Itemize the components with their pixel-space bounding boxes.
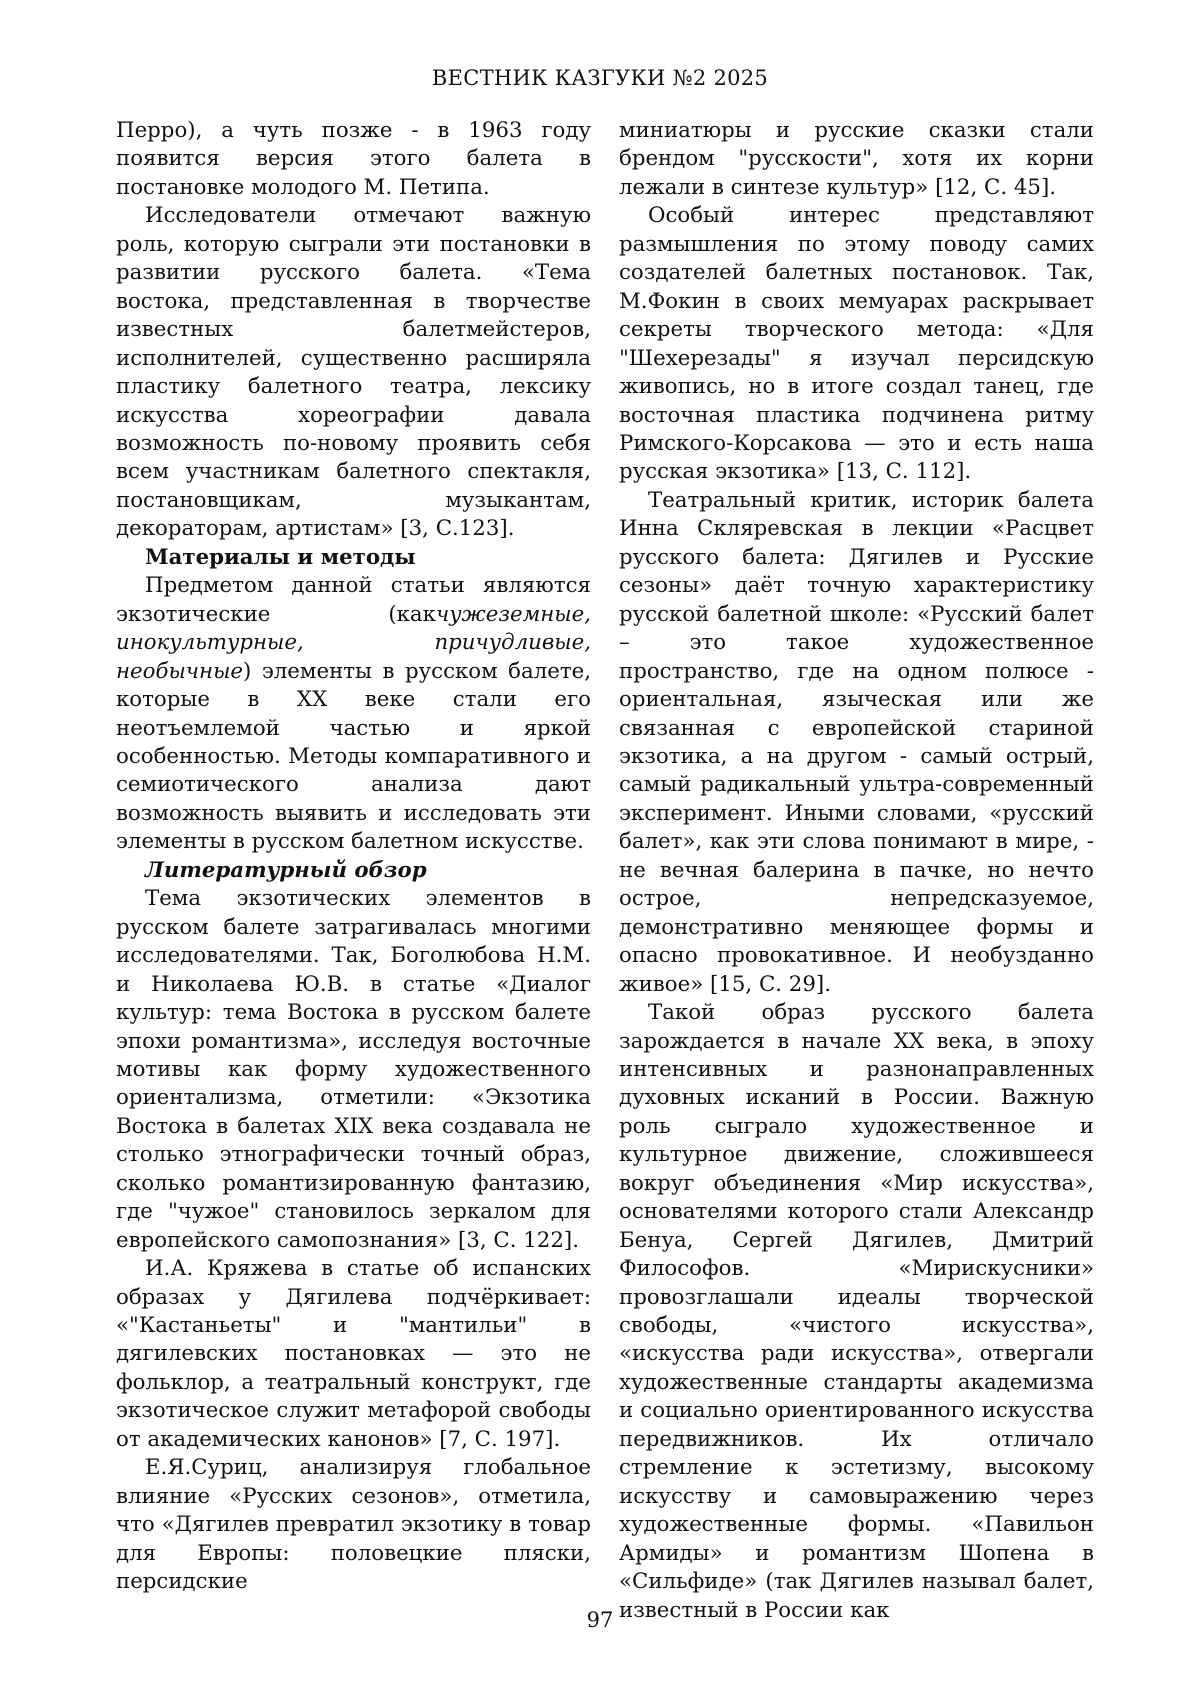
paragraph-kryazheva: И.А. Кряжева в статье об испанских образах у Дягилева подчёркивает: «"Кастаньеты" и "мантильи" в дягилевских постановках — это не фольклор, а театральный конструкт, где экзотическое служит метафорой свободы от академических канонов» [7, С. 197].: [116, 1256, 591, 1452]
journal-header: ВЕСТНИК КАЗГУКИ №2 2025: [431, 66, 769, 90]
section-heading-review: Литературный обзор: [145, 857, 427, 883]
left-column: [116, 117, 591, 1597]
page-number: 97: [586, 1608, 614, 1632]
paragraph-fokin: Особый интерес представляют размышления по этому поводу самих создателей балетных постановок. Так, М.Фокин в своих мемуарах раскрывает секреты творческого метода: «Для "Шехерезады" я изучал персидскую живопись, но в итоге создал танец, где восточная пластика подчинена ритму Римского-Корсакова — это и есть наша русская экзотика» [13, С. 112].: [619, 203, 1094, 485]
paragraph-sklyarevskaya: Театральный критик, историк балета Инна Скляревская в лекции «Расцвет русского балета: Дягилев и Русские сезоны» даёт точную характеристику русской балетной школе: «Русский балет – это такое художественное пространство, где на одном полюсе - ориентальная, языческая или же связанная с европейской стариной экзотика, а на другом - самый острый, самый радикальный ультра-современный эксперимент. Иными словами, «русский балет», как эти слова понимают в мире, - не вечная балерина в пачке, но нечто острое, непредсказуемое, демонстративно меняющее формы и опасно провокативное. И необузданно живое» [15, С. 29].: [619, 487, 1094, 997]
paragraph-review-intro: Тема экзотических элементов в русском балете затрагивалась многими исследователями. Так, Боголюбова Н.М. и Николаева Ю.В. в статье «Диалог культур: тема Востока в русском балете эпохи романтизма», исследуя восточные мотивы как форму художественного ориентализма, отметили: «Экзотика Востока в балетах XIX века создавала не столько этнографически точный образ, сколько романтизированную фантазию, где "чужое" становилось зеркалом для европейского самопознания» [3, С. 122].: [116, 886, 591, 1253]
section-heading-methods: Материалы и методы: [145, 544, 416, 570]
paragraph-world-of-art: Такой образ русского балета зарождается в начале XX века, в эпоху интенсивных и разнонаправленных духовных исканий в России. Важную роль сыграло художественное и культурное движение, сложившееся вокруг объединения «Мир искусства», основателями которого стали Александр Бенуа, Сергей Дягилев, Дмитрий Философов. «Мирискусники» провозглашали идеалы творческой свободы, «чистого искусства», «искусства ради искусства», отвергали художественные стандарты академизма и социально ориентированного искусства передвижников. Их отличало стремление к эстетизму, высокому искусству и самовыражению через художественные формы. «Павильон Армиды» и романтизм Шопена в «Сильфиде» (так Дягилев называл балет, известный в России как: [619, 1000, 1094, 1623]
subject-text-italic: чужеземные, инокультурные, причудливые, необычные: [116, 601, 591, 684]
subject-text-start: Предметом данной статьи являются экзотические (как: [116, 573, 591, 627]
paragraph-subject: [116, 572, 591, 857]
right-column: [619, 117, 1094, 1625]
paragraph-continuation: Перро), а чуть позже - в 1963 году появится версия этого балета в постановке молодого М. Петипа.: [116, 118, 591, 200]
paragraph-surits: Е.Я.Суриц, анализируя глобальное влияние «Русских сезонов», отметила, что «Дягилев превратил экзотику в товар для Европы: половецкие пляски, персидские: [116, 1455, 591, 1595]
paragraph-miniatures: миниатюры и русские сказки стали брендом "русскости", хотя их корни лежали в синтезе культур» [12, С. 45].: [619, 118, 1094, 200]
subject-text-end: ) элементы в русском балете, которые в XX веке стали его неотъемлемой частью и яркой особенностью. Методы компаративного и семиотического анализа дают возможность выявить и исследовать эти элементы в русском балетном искусстве.: [116, 658, 591, 855]
paragraph-researchers: Исследователи отмечают важную роль, которую сыграли эти постановки в развитии русского балета. «Тема востока, представленная в творчестве известных балетмейстеров, исполнителей, существенно расширяла пластику балетного театра, лексику искусства хореографии давала возможность по-новому проявить себя всем участникам балетного спектакля, постановщикам, музыкантам, декораторам, артистам» [3, С.123].: [116, 203, 591, 542]
